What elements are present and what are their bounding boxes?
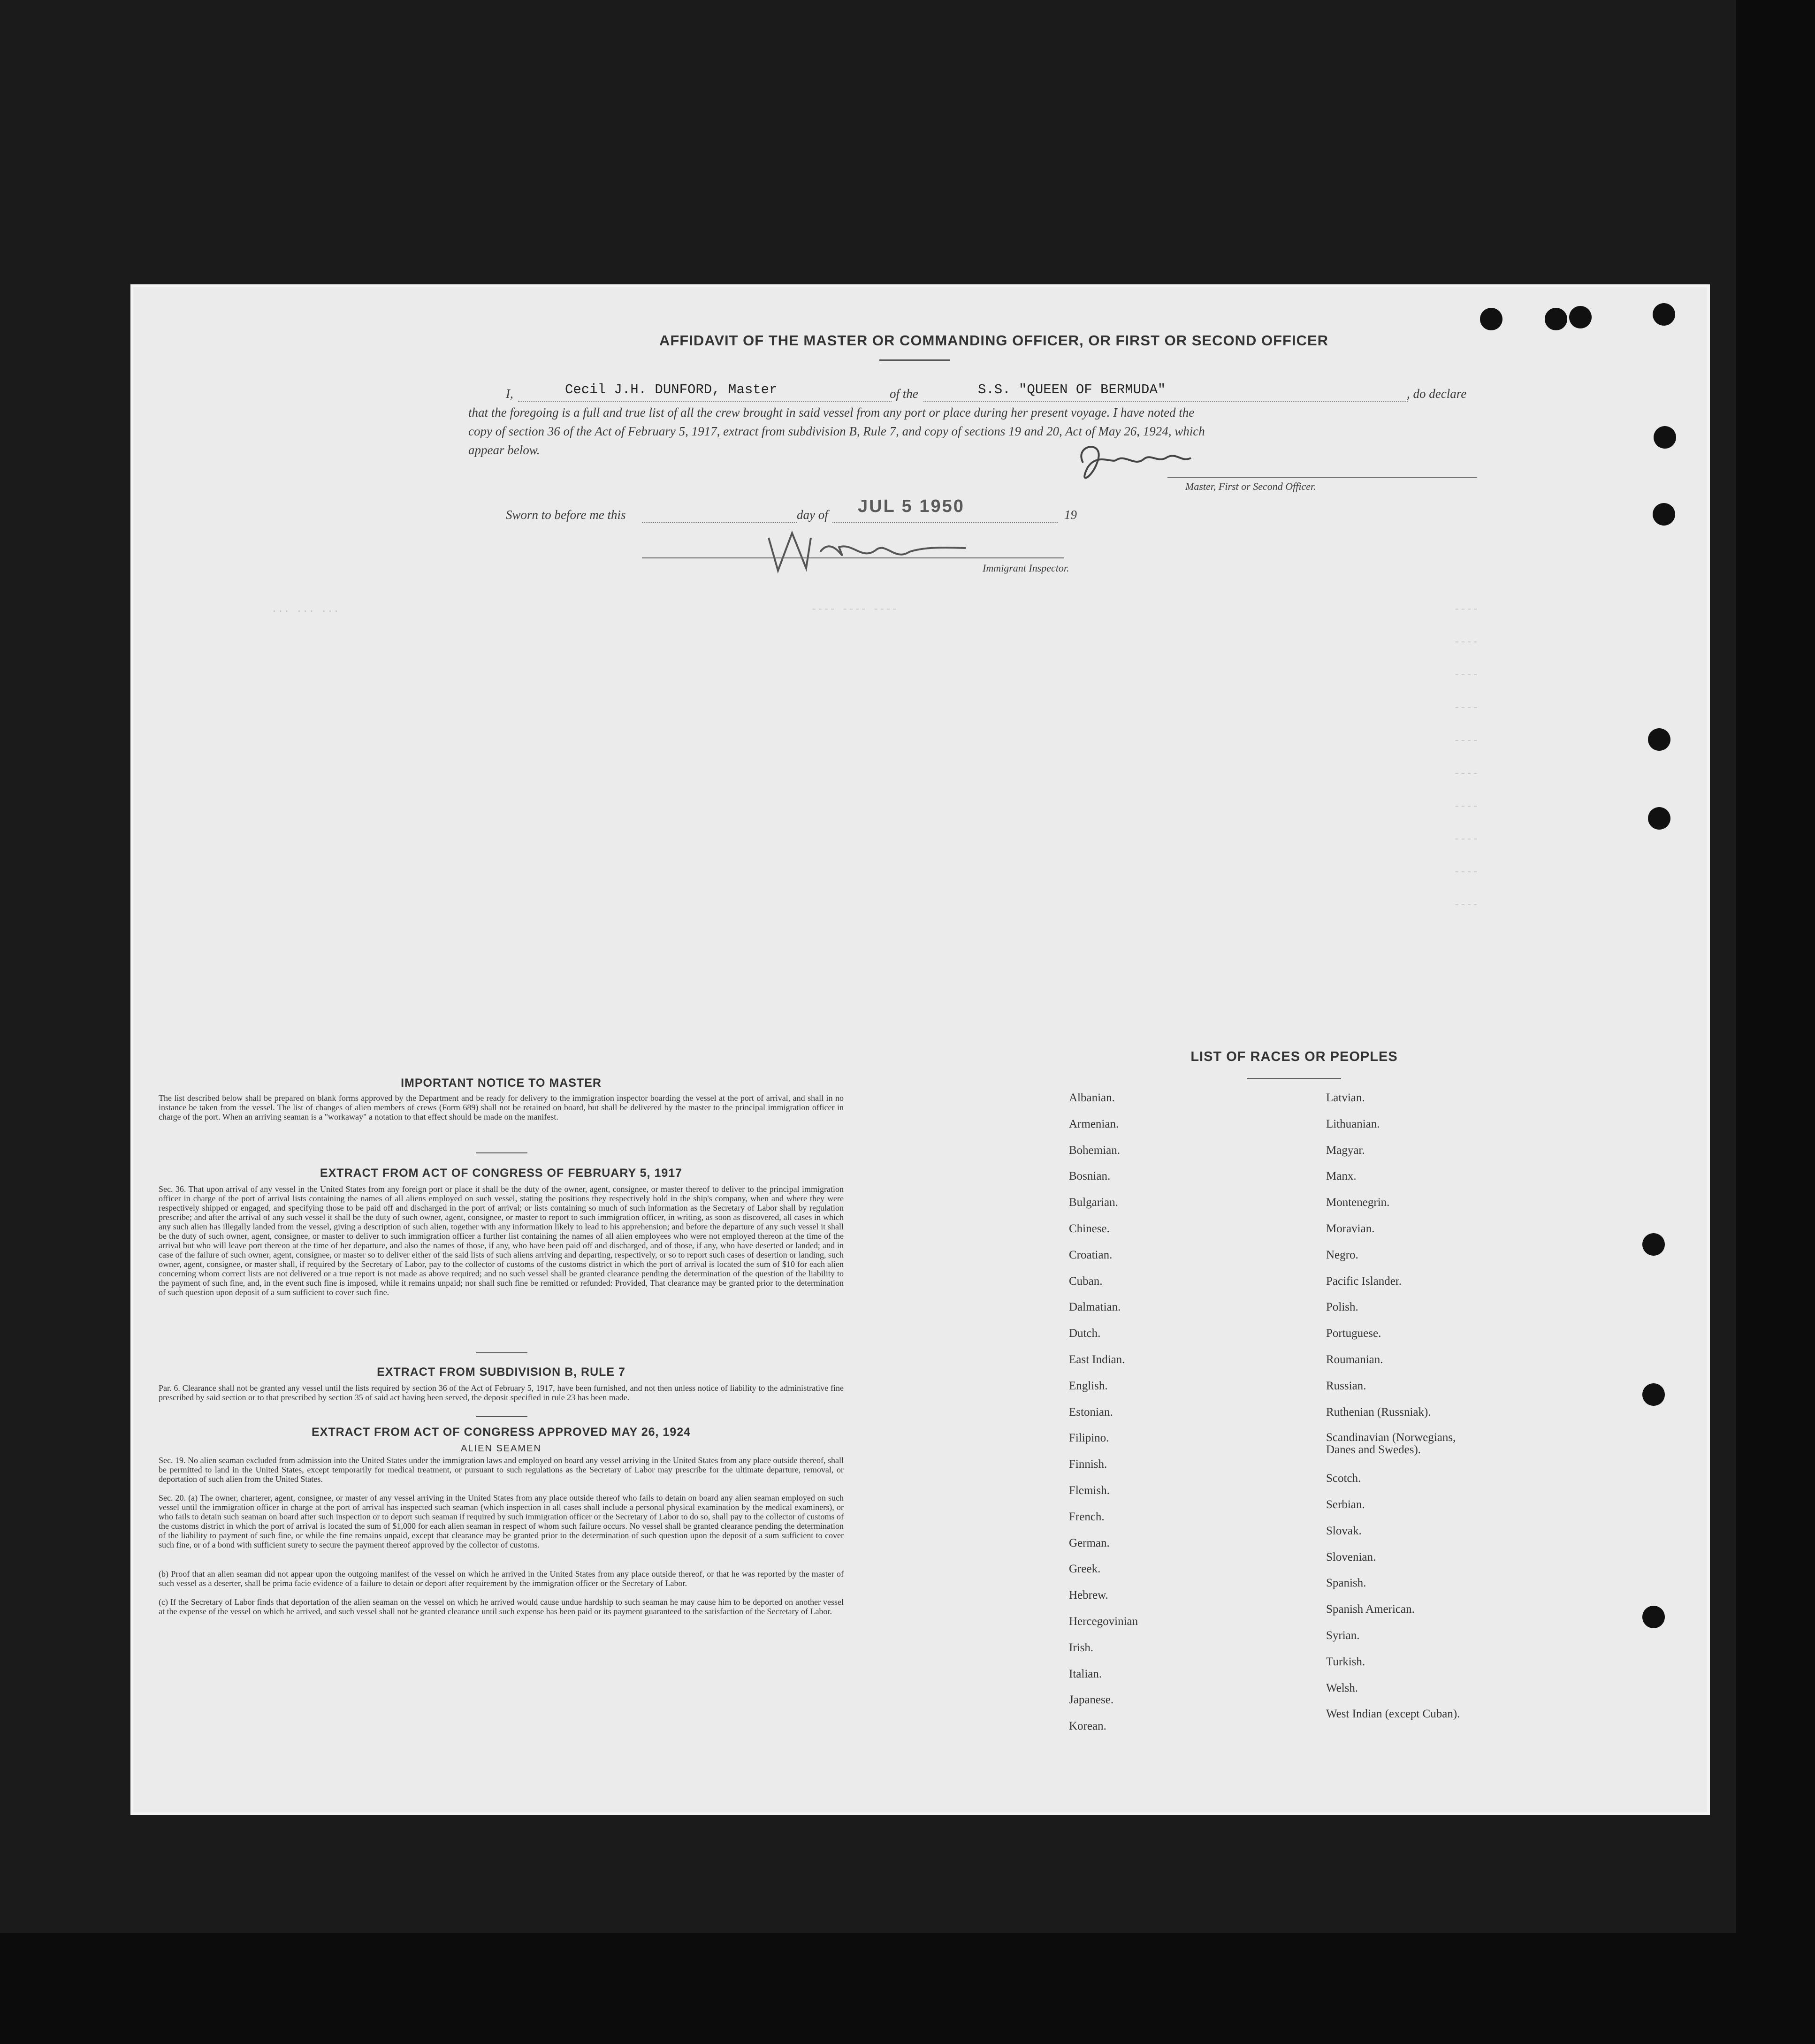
race-item: Slovenian. [1326, 1550, 1376, 1564]
race-item: Manx. [1326, 1170, 1357, 1183]
punch-hole [1642, 1606, 1665, 1628]
race-item: Bohemian. [1069, 1144, 1121, 1157]
race-item: Bosnian. [1069, 1170, 1111, 1183]
race-item: Turkish. [1326, 1655, 1365, 1668]
race-item: Welsh. [1326, 1681, 1358, 1694]
punch-hole [1653, 303, 1675, 326]
races-rule [1247, 1078, 1341, 1079]
sec-20c-text: (c) If the Secretary of Labor finds that deportation of the alien seaman on the vessel on which he arrived would cause undue hardship to such seaman he may cause him to be deported on another vessel at the expense of the vessel on which he arrived, and such vessel shall not be granted clearance until such expense has been paid or its payment guaranteed to the satisfaction of the Secretary of Labor. [159, 1597, 844, 1616]
race-item: Cuban. [1069, 1274, 1103, 1288]
master-name-field: Cecil J.H. DUNFORD, Master [565, 382, 778, 397]
race-item: Serbian. [1326, 1498, 1365, 1511]
vessel-name-field: S.S. "QUEEN OF BERMUDA" [978, 382, 1166, 397]
rule-7-text: Par. 6. Clearance shall not be granted any vessel until the lists required by section 36 of the Act of February 5, 1917, have been furnished, and not then unless notice of liability to the administrative fine prescribed by said section or to that prescribed by section 35 of said act having been served, the deposit specified in rule 23 has been made. [159, 1383, 844, 1402]
i-label: I, [506, 387, 513, 401]
race-item: Greek. [1069, 1563, 1101, 1576]
race-item: Portuguese. [1326, 1327, 1381, 1340]
punch-hole [1648, 728, 1670, 751]
race-item: Bulgarian. [1069, 1196, 1118, 1209]
race-item: Albanian. [1069, 1091, 1115, 1104]
race-item: Hebrew. [1069, 1589, 1108, 1602]
race-item: Pacific Islander. [1326, 1274, 1402, 1288]
notice-heading: IMPORTANT NOTICE TO MASTER [401, 1076, 602, 1090]
race-item: Latvian. [1326, 1091, 1365, 1104]
race-item: French. [1069, 1510, 1105, 1523]
master-signature-line [1167, 477, 1477, 478]
film-border-right [1736, 0, 1815, 2044]
punch-hole [1545, 308, 1567, 330]
race-item: Scandinavian (Norwegians, Danes and Swedes). [1326, 1431, 1456, 1457]
race-item: Russian. [1326, 1379, 1366, 1392]
race-item: Syrian. [1326, 1629, 1360, 1642]
inspector-signature-line [642, 557, 1064, 558]
race-item: Finnish. [1069, 1458, 1107, 1471]
race-item: Magyar. [1326, 1144, 1365, 1157]
manifest-page: ... ... ... ---- ---- ---- ---- ---- ---- ---- ---- ---- ---- ---- ---- ---- AFFIDAVIT OF THE MASTER OR COMMANDING OFFICER, OR FIRST OR SECOND OFFICER I, Cecil J.H. DUNFORD, Master of the S.S. "QUEEN OF BERMUDA" , do declare that the foregoing is a full and true list of all the crew brought in said vessel from any port or place during her present voyage. I have noted the copy of section 36 of the Act of February 5, 1917, extract from subdivision B, Rule 7, and copy of sections 19 and 20, Act of May 26, 1924, which appear below. Master, First or Second Officer. Sworn to before me this day of JUL 5 1950 19 Immigrant Inspector. IMPORTANT NOTICE TO MASTER The list described below shall be prepared on blank forms approved by the Department and be ready for delivery to the immigration inspector boarding the vessel at the port of arrival, and shall in no instance be taken from the vessel. The list of changes of alien members of crews (Form 689) shall not be retained on board, but shall be delivered by the master to the principal immigration officer in charge of the port. When an arriving seaman is a "workaway" a notation to that effect should be made on the manifest. EXTRACT FROM ACT OF CONGRESS OF FEBRUARY 5, 1917 Sec. 36. That upon arrival of any vessel in the United States from any foreign port or place it shall be the duty of the owner, agent, consignee, or master thereof to deliver to the principal immigration officer in charge of the port of arrival lists containing the names of all aliens employed on such vessel, stating the positions they respectively hold in the ship's company, when and where they were respectively shipped or engaged, and specifying those to be paid off and discharged in the port of arrival; or lists containing so much of such information as the Secretary of Labor shall by regulation prescribe; and after the arrival of any such vessel it shall be the duty of such owner, agent, consignee, or master to report to such immigration officer, in writing, as soon as discovered, all cases in which any such alien has illegally landed from the vessel, giving a description of such alien, together with any information likely to lead to his apprehension; and before the departure of any such vessel it shall be the duty of such owner, agent, consignee, or master to deliver to such immigration officer a further list containing the names of all alien employees who were not employed thereon at the time of the arrival but who will leave port thereon at the time of her departure, and also the names of those, if any, who have been paid off and discharged, and of those, if any, who have deserted or landed; and in case of the failure of such owner, agent, consignee, or master so to deliver either of the said lists of such aliens arriving and departing, respectively, or so to report such cases of desertion or landing, such owner, agent, consignee, or master shall, if required by the Secretary of Labor, pay to the collector of customs of the customs district in which the port of arrival is located the sum of $10 for each alien concerning whom correct lists are not delivered or a true report is not made as above required; and no such vessel shall be granted clearance pending the determination of the question of the liability to the payment of such fine, and, in the event such fine is imposed, while it remains unpaid; nor shall such fine be remitted or refunded: Provided, That clearance may be granted prior to the determination of such question upon deposit of a sum sufficient to cover such fine. EXTRACT FROM SUBDIVISION B, RULE 7 Par. 6. Clearance shall not be granted any vessel until the lists required by section 36 of the Act of February 5, 1917, have been furnished, and not then unless notice of liability to the administrative fine prescribed by said section or to that prescribed by section 35 of said act having been served, the deposit specified in rule 23 has been made. EXTRACT FROM ACT OF CONGRESS APPROVED MAY 26, 1924 ALIEN SEAMEN Sec. 19. No alien seaman excluded from admission into the United States under the immigration laws and employed on board any vessel arriving in the United States from any place outside thereof, shall be permitted to land in the United States, except temporarily for medical treatment, or pursuant to such regulations as the Secretary of Labor may prescribe for the ultimate departure, removal, or deportation of such alien from the United States. Sec. 20. (a) The owner, charterer, agent, consignee, or master of any vessel arriving in the United States from any place outside thereof who fails to detain on board any alien seaman employed on such vessel until the immigration officer in charge at the port of arrival has inspected such seaman (which inspection in all cases shall include a personal physical examination by the medical examiners), or who fails to detain such seaman on board after such inspection or to deport such seaman if required by such immigration officer or the Secretary of Labor to do so, shall pay to the collector of customs of the customs district in which the port of arrival is located the sum of $1,000 for each alien seaman in respect of whom such failure occurs. No vessel shall be granted clearance pending the determination of the liability to payment of such fine, or while the fine remains unpaid, except that clearance may be granted prior to the determination of such question upon the deposit of a sum sufficient to cover such fine, or of a bond with sufficient surety to secure the payment thereof approved by the collector of customs. (b) Proof that an alien seaman did not appear upon the outgoing manifest of the vessel on which he arrived in the United States from any place outside thereof, or that he was reported by the master of such vessel as a deserter, shall be prima facie evidence of a failure to detain or deport after requirement by the immigration officer or the Secretary of Labor. (c) If the Secretary of Labor finds that deportation of the alien seaman on the vessel on which he arrived would cause undue hardship to such seaman he may cause him to be deported on another vessel at the expense of the vessel on which he arrived, and such vessel shall not be granted clearance until such expense has been paid or its payment guaranteed to the satisfaction of the Secretary of Labor. LIST OF RACES OR PEOPLES Albanian. Armenian. Bohemian. Bosnian. Bulgarian. Chinese. Croatian. Cuban. Dalmatian. Dutch. East Indian. English. Estonian. Filipino. Finnish. Flemish. French. German. Greek. Hebrew. Hercegovinian Irish. Italian. Japanese. Korean. Latvian. Lithuanian. Magyar. Manx. Montenegrin. Moravian. Negro. Pacific Islander. Polish. Portuguese. Roumanian. Russian. Ruthenian (Russniak). Scandinavian (Norwegians, Danes and Swedes). Scotch. Serbian. Slovak. Slovenian. Spanish. Spanish American. Syrian. Turkish. Welsh. West Indian (except Cuban). [130, 284, 1710, 1815]
race-item: Roumanian. [1326, 1353, 1383, 1366]
day-of-label: day of [797, 508, 828, 522]
inspector-signature [755, 519, 980, 580]
race-item: Slovak. [1326, 1524, 1362, 1537]
race-item: Filipino. [1069, 1432, 1109, 1445]
race-item: Italian. [1069, 1667, 1102, 1680]
race-item: Polish. [1326, 1301, 1358, 1314]
sworn-label: Sworn to before me this [506, 508, 626, 522]
declaration-line-2: copy of section 36 of the Act of February 5, 1917, extract from subdivision B, Rule 7, and copy of sections 19 and 20, Act of May 26, 1924, which [468, 424, 1205, 438]
races-heading: LIST OF RACES OR PEOPLES [1190, 1049, 1398, 1064]
race-item: West Indian (except Cuban). [1326, 1708, 1460, 1721]
race-item: Estonian. [1069, 1405, 1113, 1419]
race-item: Dutch. [1069, 1327, 1101, 1340]
race-item: Dalmatian. [1069, 1301, 1121, 1314]
race-item: Korean. [1069, 1720, 1106, 1733]
race-item: Chinese. [1069, 1222, 1110, 1235]
race-item: Hercegovinian [1069, 1615, 1138, 1628]
race-item: Negro. [1326, 1248, 1358, 1261]
vessel-line [923, 401, 1408, 402]
race-item: Spanish. [1326, 1577, 1366, 1590]
race-item: Japanese. [1069, 1693, 1114, 1707]
of-the-label: of the [890, 387, 918, 401]
punch-hole [1569, 306, 1592, 328]
punch-hole [1480, 308, 1502, 330]
race-item: Montenegrin. [1326, 1196, 1390, 1209]
race-item: Lithuanian. [1326, 1117, 1380, 1130]
race-item: Armenian. [1069, 1117, 1119, 1130]
act-1917-text: Sec. 36. That upon arrival of any vessel in the United States from any foreign port or place it shall be the duty of the owner, agent, consignee, or master thereof to deliver to the principal immigration officer in charge of the port of arrival lists containing the names of all aliens employed on such vessel, stating the positions they respectively hold in the ship's company, when and where they were respectively shipped or engaged, and specifying those to be paid off and discharged in the port of arrival; or lists containing so much of such information as the Secretary of Labor shall by regulation prescribe; and after the arrival of any such vessel it shall be the duty of such owner, agent, consignee, or master to report to such immigration officer, in writing, as soon as discovered, all cases in which any such alien has illegally landed from the vessel, giving a description of such alien, together with any information likely to lead to his apprehension; and before the departure of any such vessel it shall be the duty of such owner, agent, consignee, or master to deliver to such immigration officer a further list containing the names of all alien employees who were not employed thereon at the time of the arrival but who will leave port thereon at the time of her departure, and also the names of those, if any, who have been paid off and discharged, and of those, if any, who have deserted or landed; and in case of the failure of such owner, agent, consignee, or master so to deliver either of the said lists of such aliens arriving and departing, respectively, or so to report such cases of desertion or landing, such owner, agent, consignee, or master shall, if required by the Secretary of Labor, pay to the collector of customs of the customs district in which the port of arrival is located the sum of $10 for each alien concerning whom correct lists are not delivered or a true report is not made as above required; and no such vessel shall be granted clearance pending the determination of the question of the liability to the payment of such fine, and, in the event such fine is imposed, while it remains unpaid; nor shall such fine be remitted or refunded: Provided, That clearance may be granted prior to the determination of such question upon deposit of a sum sufficient to cover such fine. [159, 1184, 844, 1297]
sec-20b-text: (b) Proof that an alien seaman did not appear upon the outgoing manifest of the vessel on which he arrived in the United States from any place outside thereof, or that he was reported by the master of such vessel as a deserter, shall be prima facie evidence of a failure to detain or deport after requirement by the immigration officer or the Secretary of Labor. [159, 1569, 844, 1588]
declaration-line-3: appear below. [468, 443, 540, 457]
race-item: Irish. [1069, 1641, 1094, 1654]
act-1924-heading: EXTRACT FROM ACT OF CONGRESS APPROVED MAY 26, 1924 [311, 1426, 691, 1439]
race-item: Ruthenian (Russniak). [1326, 1405, 1431, 1419]
race-item: Scotch. [1326, 1472, 1361, 1485]
divider [476, 1152, 527, 1153]
race-item: Spanish American. [1326, 1603, 1415, 1616]
affidavit-title: AFFIDAVIT OF THE MASTER OR COMMANDING OFFICER, OR FIRST OR SECOND OFFICER [659, 332, 1329, 349]
master-signature-caption: Master, First or Second Officer. [1185, 480, 1316, 492]
punch-hole [1648, 807, 1670, 830]
notice-text: The list described below shall be prepared on blank forms approved by the Department and be ready for delivery to the immigration inspector boarding the vessel at the port of arrival, and shall in no instance be taken from the vessel. The list of changes of alien members of crews (Form 689) shall not be retained on board, but shall be delivered by the master to the principal immigration officer in charge of the port. When an arriving seaman is a "workaway" a notation to that effect should be made on the manifest. [159, 1093, 844, 1121]
race-item: Croatian. [1069, 1248, 1113, 1261]
punch-hole [1654, 426, 1676, 449]
film-border-bottom [0, 1933, 1815, 2044]
inspector-caption: Immigrant Inspector. [983, 562, 1069, 574]
alien-seamen-subheading: ALIEN SEAMEN [461, 1443, 541, 1454]
act-1917-heading: EXTRACT FROM ACT OF CONGRESS OF FEBRUARY 5, 1917 [320, 1167, 683, 1180]
year-prefix: 19 [1064, 508, 1077, 522]
race-item: Moravian. [1326, 1222, 1375, 1235]
declaration-line-1: that the foregoing is a full and true list of all the crew brought in said vessel from any port or place during her present voyage. I have noted the [468, 405, 1195, 419]
punch-hole [1642, 1383, 1665, 1406]
punch-hole [1653, 503, 1675, 526]
sec-19-text: Sec. 19. No alien seaman excluded from admission into the United States under the immigration laws and employed on board any vessel arriving in the United States from any place outside thereof, shall be permitted to land in the United States, except temporarily for medical treatment, or pursuant to such regulations as the Secretary of Labor may prescribe for the ultimate departure, removal, or deportation of such alien from the United States. [159, 1456, 844, 1484]
title-rule [879, 359, 950, 361]
divider [476, 1416, 527, 1417]
name-line [518, 401, 892, 402]
race-item: Flemish. [1069, 1484, 1110, 1497]
punch-hole [1642, 1233, 1665, 1256]
do-declare-label: , do declare [1407, 387, 1467, 401]
rule-7-heading: EXTRACT FROM SUBDIVISION B, RULE 7 [377, 1365, 625, 1379]
date-stamp: JUL 5 1950 [858, 496, 965, 516]
race-item: East Indian. [1069, 1353, 1125, 1366]
sec-20a-text: Sec. 20. (a) The owner, charterer, agent, consignee, or master of any vessel arriving in the United States from any place outside thereof who fails to detain on board any alien seaman employed on such vessel until the immigration officer in charge at the port of arrival has inspected such seaman (which inspection in all cases shall include a personal physical examination by the medical examiners), or who fails to detain such seaman on board after such inspection or to deport such seaman if required by such immigration officer or the Secretary of Labor to do so, shall pay to the collector of customs of the customs district in which the port of arrival is located the sum of $1,000 for each alien seaman in respect of whom such failure occurs. No vessel shall be granted clearance pending the determination of the liability to payment of such fine, or while the fine remains unpaid, except that clearance may be granted prior to the determination of such question upon the deposit of a sum sufficient to cover such fine, or of a bond with sufficient surety to secure the payment thereof approved by the collector of customs. [159, 1493, 844, 1549]
race-item: English. [1069, 1379, 1108, 1392]
divider [476, 1352, 527, 1353]
race-item: German. [1069, 1536, 1110, 1549]
